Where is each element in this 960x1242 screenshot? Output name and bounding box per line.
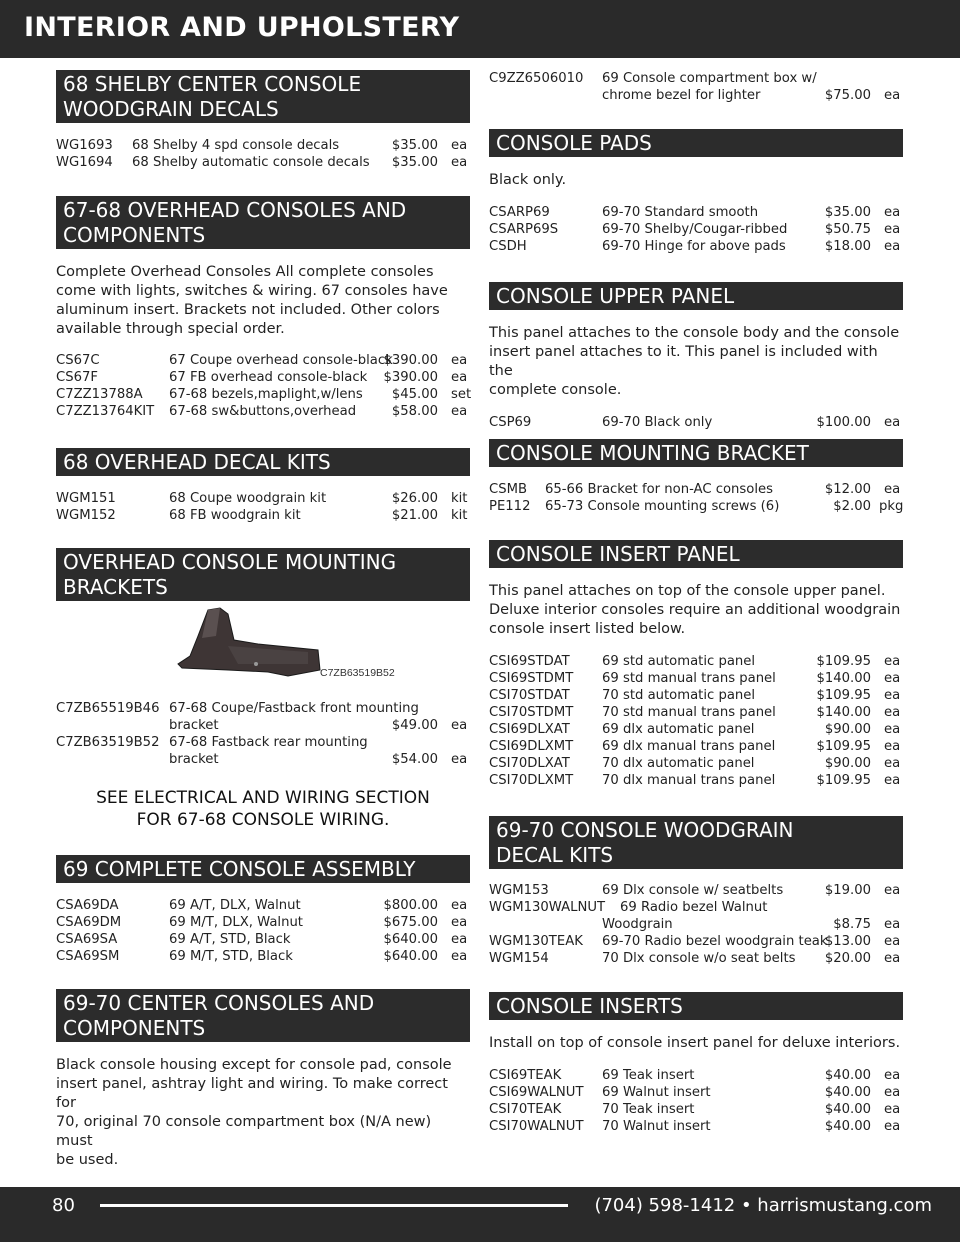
table-row	[56, 700, 470, 734]
table-row	[489, 899, 903, 933]
part-number: C7ZB65519B46	[56, 701, 160, 716]
part-description: 69 M/T, STD, Black	[169, 949, 293, 964]
part-unit: ea	[884, 1085, 901, 1100]
part-description: 70 std manual trans panel	[602, 705, 776, 720]
part-description-cont: chrome bezel for lighter	[602, 88, 761, 103]
part-unit: ea	[884, 951, 901, 966]
note-line: FOR 67-68 CONSOLE WIRING.	[136, 810, 390, 830]
section-compartment-box	[489, 70, 903, 104]
parts-table	[489, 882, 903, 967]
part-price: $26.00	[391, 491, 438, 506]
table-row	[56, 403, 470, 420]
part-number: CSI70STDAT	[489, 688, 570, 703]
part-number: WGM130WALNUT	[489, 900, 606, 915]
heading-line: BRACKETS	[63, 575, 168, 599]
section-heading	[489, 816, 903, 869]
part-description: 70 dlx manual trans panel	[602, 773, 776, 788]
part-price: $50.75	[824, 222, 871, 237]
table-row	[489, 755, 903, 772]
part-unit: ea	[451, 752, 468, 767]
part-number: WGM154	[489, 951, 549, 966]
section-description: Install on top of console insert panel for deluxe interiors.	[489, 1035, 901, 1051]
table-row	[489, 1118, 903, 1135]
section-heading: CONSOLE INSERTS	[489, 992, 903, 1020]
table-row	[56, 352, 470, 369]
table-row	[489, 70, 903, 104]
part-number: CSMB	[489, 482, 528, 497]
part-unit: ea	[451, 949, 468, 964]
section-description	[489, 582, 903, 639]
part-unit: ea	[884, 205, 901, 220]
section-console-insert-panel	[489, 540, 903, 789]
part-number: WGM130TEAK	[489, 934, 583, 949]
image-caption: C7ZB63519B52	[320, 667, 395, 679]
parts-table	[56, 897, 470, 965]
table-row	[56, 897, 470, 914]
part-number: CSI69WALNUT	[489, 1085, 584, 1100]
section-heading	[56, 70, 470, 123]
part-unit: ea	[884, 1102, 901, 1117]
part-price: $100.00	[816, 415, 871, 430]
section-heading	[56, 196, 470, 249]
description-line: complete console.	[489, 382, 622, 398]
part-number: CSI69DLXMT	[489, 739, 574, 754]
part-price: $390.00	[383, 370, 438, 385]
part-price: $109.95	[816, 688, 871, 703]
part-number: PE112	[489, 499, 531, 514]
part-unit: ea	[884, 1068, 901, 1083]
part-price: $35.00	[391, 155, 438, 170]
part-description-cont: bracket	[169, 752, 219, 767]
part-description: 69 Radio bezel Walnut	[620, 900, 768, 915]
table-row	[56, 734, 470, 768]
part-description: 69 A/T, STD, Black	[169, 932, 291, 947]
part-unit: ea	[451, 898, 468, 913]
table-row	[56, 369, 470, 386]
section-heading	[56, 989, 470, 1042]
section-heading: CONSOLE MOUNTING BRACKET	[489, 439, 903, 467]
section-overhead-brackets	[56, 548, 470, 601]
section-description: Black only.	[489, 172, 567, 188]
description-line: aluminum insert. Brackets not included. Other colors	[56, 302, 440, 318]
part-unit: ea	[884, 654, 901, 669]
part-description: 70 dlx automatic panel	[602, 756, 755, 771]
part-description: 69-70 Radio bezel woodgrain teak	[602, 934, 828, 949]
section-heading: CONSOLE UPPER PANEL	[489, 282, 903, 310]
part-description: 69-70 Hinge for above pads	[602, 239, 786, 254]
part-price: $49.00	[391, 718, 438, 733]
table-row	[489, 687, 903, 704]
part-price: $35.00	[824, 205, 871, 220]
part-number: CSI70WALNUT	[489, 1119, 584, 1134]
part-unit: ea	[451, 915, 468, 930]
part-price: $18.00	[824, 239, 871, 254]
part-unit: ea	[884, 883, 901, 898]
section-description	[56, 263, 470, 339]
part-price: $140.00	[816, 705, 871, 720]
table-row	[489, 238, 903, 255]
table-row	[489, 1101, 903, 1118]
part-number: C9ZZ6506010	[489, 71, 584, 86]
part-price: $140.00	[816, 671, 871, 686]
part-description: 69 std automatic panel	[602, 654, 756, 669]
part-price: $40.00	[824, 1119, 871, 1134]
section-shelby-decals	[56, 70, 470, 171]
part-unit: ea	[451, 353, 468, 368]
part-number: CSI70STDMT	[489, 705, 574, 720]
part-description: 69 std manual trans panel	[602, 671, 776, 686]
description-line: console insert listed below.	[489, 621, 686, 637]
part-number: CSP69	[489, 415, 532, 430]
parts-table	[489, 653, 903, 789]
part-description: 68 Shelby 4 spd console decals	[132, 138, 340, 153]
part-description: 68 Coupe woodgrain kit	[169, 491, 327, 506]
part-unit: ea	[451, 138, 468, 153]
part-description: 67-68 sw&buttons,overhead	[169, 404, 357, 419]
part-number: WG1693	[56, 138, 113, 153]
section-69-console-assembly	[56, 855, 470, 965]
part-price: $45.00	[391, 387, 438, 402]
part-price: $800.00	[383, 898, 438, 913]
section-heading: 69 COMPLETE CONSOLE ASSEMBLY	[56, 855, 470, 883]
part-price: $109.95	[816, 773, 871, 788]
part-number: C7ZB63519B52	[56, 735, 160, 750]
part-unit: ea	[884, 222, 901, 237]
part-description: 70 Walnut insert	[602, 1119, 711, 1134]
part-number: WG1694	[56, 155, 113, 170]
heading-line: 68 SHELBY CENTER CONSOLE	[63, 72, 362, 96]
part-price: $58.00	[391, 404, 438, 419]
section-heading: CONSOLE PADS	[489, 129, 903, 157]
part-unit: kit	[451, 508, 468, 523]
part-unit: ea	[884, 756, 901, 771]
description-line: insert panel attaches to it. This panel is included with the	[489, 344, 878, 379]
part-number: CSI69STDMT	[489, 671, 574, 686]
part-unit: ea	[884, 934, 901, 949]
section-console-upper-panel	[489, 282, 903, 431]
part-description: 67-68 bezels,maplight,w/lens	[169, 387, 363, 402]
part-price: $109.95	[816, 739, 871, 754]
parts-table	[489, 414, 903, 431]
part-description: 65-66 Bracket for non-AC consoles	[545, 482, 773, 497]
part-description: 69 Teak insert	[602, 1068, 695, 1083]
part-description: 67-68 Coupe/Fastback front mounting	[169, 701, 419, 716]
table-row	[489, 772, 903, 789]
table-row	[56, 490, 470, 507]
part-number: CSI70DLXMT	[489, 773, 574, 788]
part-price: $675.00	[383, 915, 438, 930]
part-description: 69-70 Standard smooth	[602, 205, 759, 220]
description-line: Deluxe interior consoles require an additional woodgrain	[489, 602, 901, 618]
heading-line: DECAL KITS	[496, 843, 614, 867]
part-unit: ea	[451, 404, 468, 419]
part-price: $13.00	[824, 934, 871, 949]
part-description: 67-68 Fastback rear mounting	[169, 735, 368, 750]
part-unit: ea	[884, 1119, 901, 1134]
part-price: $640.00	[383, 932, 438, 947]
description-line: This panel attaches on top of the console upper panel.	[489, 583, 886, 599]
table-row	[489, 933, 903, 950]
part-number: CSA69DA	[56, 898, 119, 913]
part-number: WGM152	[56, 508, 116, 523]
note-line: SEE ELECTRICAL AND WIRING SECTION	[96, 788, 430, 808]
part-price: $40.00	[824, 1085, 871, 1100]
part-unit: ea	[884, 688, 901, 703]
part-price: $90.00	[824, 756, 871, 771]
part-description: 69 Dlx console w/ seatbelts	[602, 883, 784, 898]
part-number: CSDH	[489, 239, 527, 254]
part-description: 69 Console compartment box w/	[602, 71, 817, 86]
table-row	[56, 507, 470, 524]
table-row	[489, 704, 903, 721]
heading-line: 69-70 CONSOLE WOODGRAIN	[496, 818, 794, 842]
part-price: $19.00	[824, 883, 871, 898]
parts-table	[56, 137, 470, 171]
part-number: CSI69STDAT	[489, 654, 570, 669]
part-unit: ea	[884, 415, 901, 430]
table-row	[56, 137, 470, 154]
part-number: CSI70DLXAT	[489, 756, 570, 771]
part-unit: set	[451, 387, 472, 402]
table-row	[489, 1084, 903, 1101]
section-heading	[56, 548, 470, 601]
section-description	[56, 1056, 470, 1170]
section-heading: 68 OVERHEAD DECAL KITS	[56, 448, 470, 476]
part-price: $35.00	[391, 138, 438, 153]
description-line: be used.	[56, 1152, 119, 1168]
wiring-note	[56, 787, 470, 831]
table-row	[489, 481, 903, 498]
part-unit: ea	[884, 917, 901, 932]
section-bracket-rows	[56, 700, 470, 768]
part-unit: ea	[451, 718, 468, 733]
table-row	[489, 653, 903, 670]
page-number: 80	[52, 1195, 75, 1216]
part-price: $20.00	[824, 951, 871, 966]
part-description-cont: Woodgrain	[602, 917, 673, 932]
part-price: $2.00	[833, 499, 871, 514]
part-number: WGM151	[56, 491, 116, 506]
bracket-product-image	[168, 606, 418, 692]
part-price: $640.00	[383, 949, 438, 964]
part-unit: pkg	[879, 499, 904, 514]
table-row	[56, 914, 470, 931]
description-line: 70, original 70 console compartment box (N/A new) must	[56, 1114, 432, 1149]
part-description: 69 A/T, DLX, Walnut	[169, 898, 301, 913]
contact-info: (704) 598-1412 • harrismustang.com	[594, 1195, 932, 1216]
part-unit: ea	[884, 671, 901, 686]
section-console-mounting-bracket	[489, 439, 903, 515]
table-row	[489, 882, 903, 899]
page-footer	[0, 1187, 960, 1242]
part-price: $12.00	[824, 482, 871, 497]
part-unit: ea	[884, 88, 901, 103]
part-number: CS67F	[56, 370, 98, 385]
part-description: 70 Teak insert	[602, 1102, 695, 1117]
part-number: CSI70TEAK	[489, 1102, 562, 1117]
table-row	[489, 670, 903, 687]
part-number: CSA69DM	[56, 915, 122, 930]
section-overhead-consoles	[56, 196, 470, 420]
description-line: This panel attaches to the console body and the console	[489, 325, 900, 341]
heading-line: 67-68 OVERHEAD CONSOLES AND	[63, 198, 407, 222]
part-unit: ea	[451, 370, 468, 385]
section-woodgrain-decal-kits	[489, 816, 903, 967]
section-heading: CONSOLE INSERT PANEL	[489, 540, 903, 568]
heading-line: WOODGRAIN DECALS	[63, 97, 279, 121]
parts-table	[56, 490, 470, 524]
part-price: $40.00	[824, 1102, 871, 1117]
part-description: 69-70 Shelby/Cougar-ribbed	[602, 222, 788, 237]
part-description: 68 FB woodgrain kit	[169, 508, 301, 523]
part-number: WGM153	[489, 883, 549, 898]
table-row	[56, 948, 470, 965]
heading-line: 69-70 CENTER CONSOLES AND	[63, 991, 375, 1015]
table-row	[56, 931, 470, 948]
part-number: CSI69TEAK	[489, 1068, 562, 1083]
parts-table	[56, 352, 470, 420]
part-description: 69-70 Black only	[602, 415, 713, 430]
part-number: CSI69DLXAT	[489, 722, 570, 737]
part-unit: ea	[884, 705, 901, 720]
part-price: $90.00	[824, 722, 871, 737]
part-price: $390.00	[383, 353, 438, 368]
part-price: $75.00	[824, 88, 871, 103]
part-unit: ea	[451, 932, 468, 947]
parts-table	[489, 70, 903, 104]
section-console-pads	[489, 129, 903, 255]
page-title: INTERIOR AND UPHOLSTERY	[24, 12, 460, 43]
parts-table	[489, 204, 903, 255]
description-line: available through special order.	[56, 321, 285, 337]
part-price: $21.00	[391, 508, 438, 523]
description-line: Black console housing except for console pad, console	[56, 1057, 452, 1073]
heading-line: COMPONENTS	[63, 1016, 206, 1040]
description-line: come with lights, switches & wiring. 67 consoles have	[56, 283, 448, 299]
part-number: CSARP69	[489, 205, 550, 220]
table-row	[489, 498, 903, 515]
description-line: Complete Overhead Consoles All complete consoles	[56, 264, 434, 280]
table-row	[489, 721, 903, 738]
section-overhead-decal-kits	[56, 448, 470, 524]
table-row	[489, 204, 903, 221]
heading-line: COMPONENTS	[63, 223, 206, 247]
part-unit: kit	[451, 491, 468, 506]
section-console-inserts	[489, 992, 903, 1135]
part-description: 69 Walnut insert	[602, 1085, 711, 1100]
part-unit: ea	[451, 155, 468, 170]
parts-table	[56, 700, 470, 768]
part-description: 67 FB overhead console-black	[169, 370, 368, 385]
part-description: 70 Dlx console w/o seat belts	[602, 951, 796, 966]
table-row	[489, 1067, 903, 1084]
part-price: $8.75	[833, 917, 871, 932]
part-description: 69 M/T, DLX, Walnut	[169, 915, 303, 930]
section-center-consoles	[56, 989, 470, 1202]
part-number: CSA69SA	[56, 932, 118, 947]
part-description: 67 Coupe overhead console-black	[169, 353, 393, 368]
part-price: $109.95	[816, 654, 871, 669]
description-line: insert panel, ashtray light and wiring. To make correct for	[56, 1076, 448, 1111]
part-description: 69 dlx automatic panel	[602, 722, 755, 737]
part-unit: ea	[884, 239, 901, 254]
table-row	[56, 154, 470, 171]
part-number: CSA69SM	[56, 949, 120, 964]
part-unit: ea	[884, 722, 901, 737]
part-unit: ea	[884, 739, 901, 754]
part-description: 70 std automatic panel	[602, 688, 756, 703]
part-description: 65-73 Console mounting screws (6)	[545, 499, 780, 514]
heading-line: OVERHEAD CONSOLE MOUNTING	[63, 550, 397, 574]
parts-table	[489, 1067, 903, 1135]
page-header-bar	[0, 0, 960, 58]
part-number: C7ZZ13788A	[56, 387, 143, 402]
part-price: $40.00	[824, 1068, 871, 1083]
part-description: 69 dlx manual trans panel	[602, 739, 776, 754]
part-description: 68 Shelby automatic console decals	[132, 155, 370, 170]
table-row	[489, 738, 903, 755]
part-price: $54.00	[391, 752, 438, 767]
part-number: CS67C	[56, 353, 100, 368]
section-description	[489, 324, 903, 400]
table-row	[489, 221, 903, 238]
part-unit: ea	[884, 482, 901, 497]
table-row	[489, 950, 903, 967]
part-number: C7ZZ13764KIT	[56, 404, 155, 419]
table-row	[489, 414, 903, 431]
table-row	[56, 386, 470, 403]
part-number: CSARP69S	[489, 222, 559, 237]
parts-table	[489, 481, 903, 515]
part-unit: ea	[884, 773, 901, 788]
part-description-cont: bracket	[169, 718, 219, 733]
footer-divider	[100, 1204, 568, 1207]
